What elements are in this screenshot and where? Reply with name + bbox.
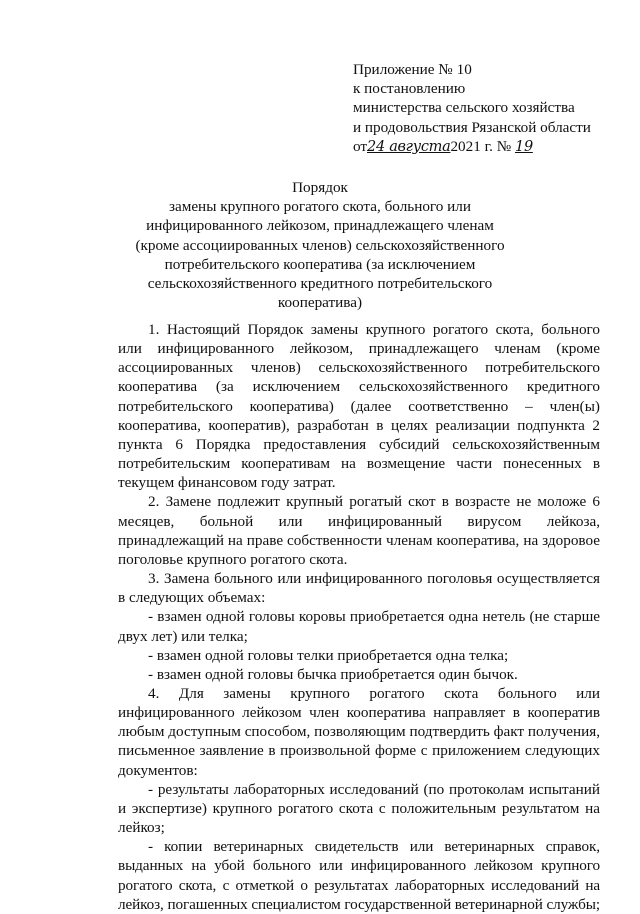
appendix-line: и продовольствия Рязанской области [353,118,591,136]
handwritten-number: 19 [515,138,533,155]
title-line: кооператива) [277,294,363,312]
appendix-date-line [353,137,623,157]
title-heading: Порядок [292,179,348,196]
appendix-number: Приложение № 10 [353,61,472,78]
appendix-header [353,60,623,157]
title-line: (кроме ассоциированных членов) сельскохозяйственного [135,236,505,254]
paragraph-4: 4. Для замены крупного рогатого скота больного или инфицированного лейкозом член кооператива направляет в кооператив любым доступным способом, позволяющим подтвердить факт получения, письменное заявление в произвольной форме с приложением следующих документов: [118,684,600,779]
title-line: замены крупного рогатого скота, больного или [168,198,472,216]
paragraph-2: 2. Замене подлежит крупный рогатый скот в возрасте не моложе 6 месяцев, больной или инфицированный вирусом лейкоза, принадлежащий на праве собственности членам кооператива, на здоровое поголовье крупного рогатого скота. [118,493,600,568]
list-item: - взамен одной головы коровы приобретается одна нетель (не старше двух лет) или телка; [118,608,600,645]
appendix-line: к постановлению [353,80,466,98]
paragraph-3: 3. Замена больного или инфицированного поголовья осуществляется в следующих объемах: [118,570,600,607]
list-item: - взамен одной головы бычка приобретается один бычок. [148,665,518,683]
appendix-line: министерства сельского хозяйства [353,99,575,117]
date-suffix: 2021 г. № [450,137,512,155]
date-prefix: от [353,137,368,155]
document-title [110,178,530,312]
list-item: - результаты лабораторных исследований (по протоколам испытаний и экспертизе) крупного рогатого скота с положительным результатом на лейкоз; [118,780,600,837]
list-item: - взамен одной головы телки приобретается одна телка; [148,646,509,664]
document-body [118,320,600,914]
title-line: сельскохозяйственного кредитного потребительского [147,275,493,293]
list-item: - копии ветеринарных свидетельств или ветеринарных справок, выданных на убой больного или инфицированного лейкозом крупного рогатого скота, с отметкой о результатах лабораторных исследований на лейкоз, погашенных специалистом государственной ветеринарной службы; [118,838,600,913]
paragraph-1: 1. Настоящий Порядок замены крупного рогатого скота, больного или инфицированного лейкозом, принадлежащего членам (кроме ассоциированных членов) сельскохозяйственного потребительского кооператива (за исключением сельскохозяйственного кредитного потребительского кооператива) (далее соответственно – член(ы) кооператива, кооператив), разработан в целях реализации подпункта 2 пункта 6 Порядка предоставления субсидий сельскохозяйственным потребительским кооперативам на возмещение части понесенных в текущем финансовом году затрат. [118,321,600,492]
title-line: потребительского кооператива (за исключением [164,255,476,273]
title-line: инфицированного лейкозом, принадлежащего членам [146,217,494,235]
handwritten-date: 24 августа [367,138,451,155]
